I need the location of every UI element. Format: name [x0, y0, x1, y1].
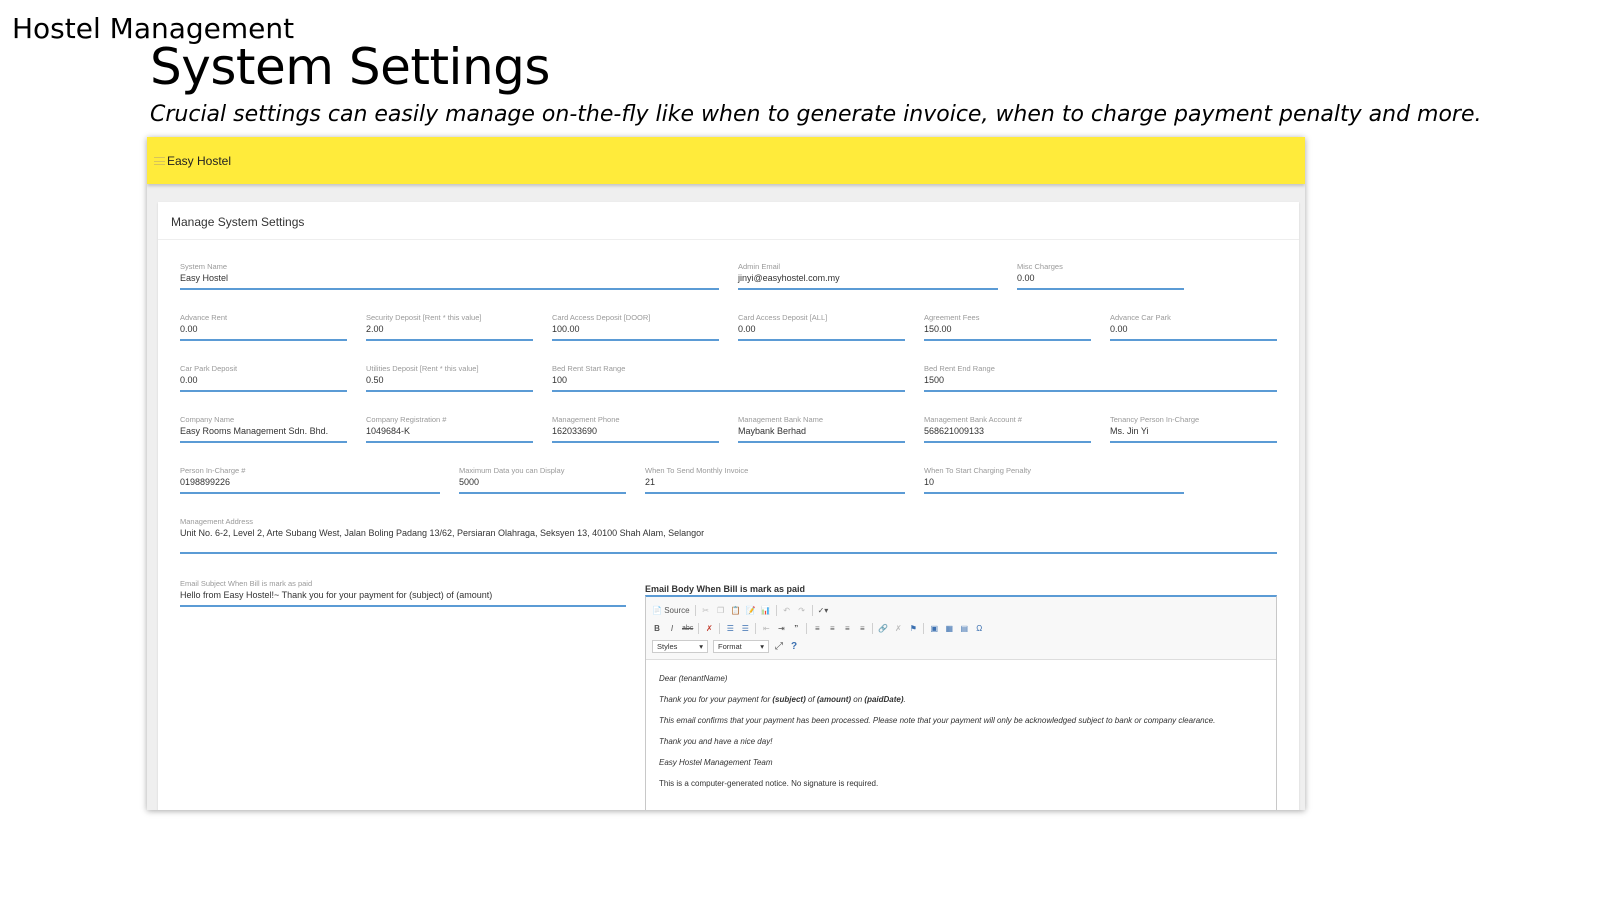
paste-text-icon[interactable]: 📝	[745, 605, 756, 615]
field-value: 0.00	[180, 324, 198, 334]
email-body-label: Email Body When Bill is mark as paid	[645, 584, 806, 594]
field-label: Company Registration #	[366, 415, 447, 424]
image-icon[interactable]: ▣	[930, 623, 939, 633]
redo-icon[interactable]: ↷	[798, 605, 805, 615]
field-label: System Name	[180, 262, 228, 271]
admin-email-field[interactable]	[738, 262, 998, 290]
field-label: Bed Rent Start Range	[552, 364, 626, 373]
field-label: Utilities Deposit [Rent * this value]	[366, 364, 479, 373]
field-label: Car Park Deposit	[180, 364, 238, 373]
field-value: Maybank Berhad	[738, 426, 807, 436]
field-label: Person In-Charge #	[180, 466, 246, 475]
toolbar-divider	[923, 623, 924, 634]
top-app-bar	[147, 137, 1305, 184]
italic-icon[interactable]: I	[670, 623, 674, 633]
field-value: 0.00	[738, 324, 756, 334]
car-park-deposit-field[interactable]	[180, 364, 347, 392]
field-value: Hello from Easy Hostel!~ Thank you for your payment for (subject) of (amount)	[180, 590, 493, 600]
brand-title[interactable]: Easy Hostel	[167, 153, 232, 168]
slide-subtitle: Crucial settings can easily manage on-the-fly like when to generate invoice, when to charge payment penalty and more.	[150, 102, 1482, 127]
editor-content[interactable]	[646, 660, 1276, 802]
tenancy-person-field[interactable]	[1110, 415, 1277, 443]
field-label: Email Subject When Bill is mark as paid	[180, 579, 313, 588]
field-value: 0198899226	[180, 477, 231, 487]
company-name-field[interactable]	[180, 415, 347, 443]
field-value: Easy Rooms Management Sdn. Bhd.	[180, 426, 329, 436]
chevron-down-icon: ▾	[699, 641, 703, 651]
field-label: Card Access Deposit [DOOR]	[552, 313, 651, 322]
help-icon[interactable]: ?	[790, 640, 798, 652]
toolbar-divider	[719, 623, 720, 634]
field-value: 0.00	[1017, 273, 1035, 283]
misc-charges-field[interactable]	[1017, 262, 1184, 290]
paste-word-icon[interactable]: 📊	[760, 605, 771, 615]
utilities-deposit-field[interactable]	[366, 364, 533, 392]
maximize-icon[interactable]: ⤢	[775, 640, 783, 652]
field-label: Management Bank Account #	[924, 415, 1022, 424]
field-label: Advance Car Park	[1110, 313, 1171, 322]
format-dropdown[interactable]	[713, 640, 769, 653]
email-nice-day-line: Thank you and have a nice day!	[659, 737, 773, 746]
align-justify-icon[interactable]: ≡	[859, 623, 865, 633]
email-team-line: Easy Hostel Management Team	[659, 758, 773, 767]
field-value: 1049684-K	[366, 426, 411, 436]
chevron-down-icon: ▾	[760, 641, 764, 651]
outdent-icon[interactable]: ⇤	[762, 623, 770, 633]
card-access-door-field[interactable]	[552, 313, 719, 341]
field-value: 10	[924, 477, 935, 487]
editor-toolbar	[646, 597, 1276, 660]
align-left-icon[interactable]: ≡	[814, 623, 820, 633]
field-label: Admin Email	[738, 262, 781, 271]
field-label: When To Start Charging Penalty	[924, 466, 1032, 475]
max-data-field[interactable]	[459, 466, 626, 494]
toolbar-divider	[806, 623, 807, 634]
field-value: 150.00	[924, 324, 952, 334]
field-label: Tenancy Person In-Charge	[1110, 415, 1200, 424]
field-value: 0.50	[366, 375, 384, 385]
field-value: 162033690	[552, 426, 598, 436]
card-title: Manage System Settings	[158, 202, 1299, 240]
spellcheck-icon[interactable]: ✓▾	[817, 605, 829, 615]
toolbar-divider	[812, 605, 813, 616]
indent-icon[interactable]: ⇥	[777, 623, 785, 633]
field-label: When To Send Monthly Invoice	[645, 466, 749, 475]
field-value: 0.00	[180, 375, 198, 385]
horizontal-line-icon[interactable]: ▤	[960, 623, 969, 633]
field-value: 1500	[924, 375, 945, 385]
slide-supertitle: Hostel Management	[12, 12, 295, 45]
management-bank-name-field[interactable]	[738, 415, 905, 443]
settings-card	[158, 202, 1299, 810]
bulleted-list-icon[interactable]: ☰	[741, 623, 749, 633]
source-icon: 📄	[652, 605, 662, 615]
blockquote-icon[interactable]: ”	[794, 623, 799, 633]
field-value: Unit No. 6-2, Level 2, Arte Subang West, Jalan Boling Padang 13/62, Persiaran Olahraga, Seksyen 13, 40100 Shah Alam, Selangor	[180, 528, 705, 538]
field-label: Management Address	[180, 517, 253, 526]
field-label: Company Name	[180, 415, 235, 424]
paste-icon[interactable]: 📋	[730, 605, 741, 615]
toolbar-divider	[698, 623, 699, 634]
undo-icon[interactable]: ↶	[783, 605, 790, 615]
styles-label: Styles	[657, 641, 678, 651]
copy-icon[interactable]: ❐	[716, 605, 725, 615]
person-in-charge-field[interactable]	[180, 466, 440, 494]
bed-rent-start-field[interactable]	[552, 364, 905, 392]
format-label: Format	[718, 641, 742, 651]
monthly-invoice-field[interactable]	[645, 466, 905, 494]
source-label: Source	[664, 605, 690, 615]
field-label: Card Access Deposit [ALL]	[738, 313, 828, 322]
align-right-icon[interactable]: ≡	[844, 623, 850, 633]
field-value: 21	[645, 477, 656, 487]
system-name-field[interactable]	[180, 262, 719, 290]
agreement-fees-field[interactable]	[924, 313, 1091, 341]
numbered-list-icon[interactable]: ☰	[726, 623, 734, 633]
anchor-flag-icon[interactable]: ⚑	[909, 623, 917, 633]
management-address-field[interactable]	[180, 517, 1277, 554]
field-value: Easy Hostel	[180, 273, 229, 283]
special-char-icon[interactable]: Ω	[976, 623, 983, 633]
field-value: 100	[552, 375, 568, 385]
company-registration-field[interactable]	[366, 415, 533, 443]
strike-icon[interactable]: abc	[682, 624, 694, 632]
field-label: Advance Rent	[180, 313, 228, 322]
app-window	[147, 137, 1305, 810]
field-value: 0.00	[1110, 324, 1128, 334]
email-confirm-line: This email confirms that your payment has been processed. Please note that your payment will only be acknowledged subject to bank or company clearance.	[659, 716, 1216, 725]
link-icon[interactable]: 🔗	[878, 623, 889, 633]
field-value: 5000	[459, 477, 480, 487]
security-deposit-field[interactable]	[366, 313, 533, 341]
toolbar-divider	[755, 623, 756, 634]
field-label: Misc Charges	[1017, 262, 1063, 271]
remove-format-icon[interactable]: ✗	[705, 623, 713, 633]
table-icon[interactable]: ▦	[945, 623, 954, 633]
bold-icon[interactable]: B	[654, 623, 660, 633]
field-value: 2.00	[366, 324, 384, 334]
field-label: Bed Rent End Range	[924, 364, 995, 373]
toolbar-divider	[776, 605, 777, 616]
cut-icon[interactable]: ✂	[702, 605, 709, 615]
field-label: Management Bank Name	[738, 415, 824, 424]
charging-penalty-field[interactable]	[924, 466, 1184, 494]
email-subject-field[interactable]	[180, 579, 626, 607]
unlink-icon[interactable]: ✗	[894, 623, 902, 633]
menu-icon[interactable]	[154, 157, 165, 165]
slide-title: System Settings	[150, 38, 550, 96]
bed-rent-end-field[interactable]	[924, 364, 1277, 392]
field-value: 568621009133	[924, 426, 985, 436]
email-thanks-line: Thank you for your payment for (subject) of (amount) on (paidDate).	[659, 695, 906, 704]
styles-dropdown[interactable]	[652, 640, 708, 653]
field-label: Agreement Fees	[924, 313, 980, 322]
field-label: Security Deposit [Rent * this value]	[366, 313, 482, 322]
toolbar-divider	[695, 605, 696, 616]
email-notice-line: This is a computer-generated notice. No signature is required.	[659, 779, 879, 788]
field-value: jinyi@easyhostel.com.my	[738, 273, 840, 283]
field-value: Ms. Jin Yi	[1110, 426, 1149, 436]
advance-rent-field[interactable]	[180, 313, 347, 341]
field-label: Maximum Data you can Display	[459, 466, 565, 475]
card-access-all-field[interactable]	[738, 313, 905, 341]
management-bank-account-field[interactable]	[924, 415, 1091, 443]
email-body-editor[interactable]	[645, 595, 1277, 810]
align-center-icon[interactable]: ≡	[829, 623, 835, 633]
source-button[interactable]	[652, 604, 690, 616]
field-value: 100.00	[552, 324, 580, 334]
management-phone-field[interactable]	[552, 415, 719, 443]
advance-car-park-field[interactable]	[1110, 313, 1277, 341]
field-label: Management Phone	[552, 415, 620, 424]
email-greeting: Dear (tenantName)	[659, 674, 728, 683]
toolbar-divider	[872, 623, 873, 634]
